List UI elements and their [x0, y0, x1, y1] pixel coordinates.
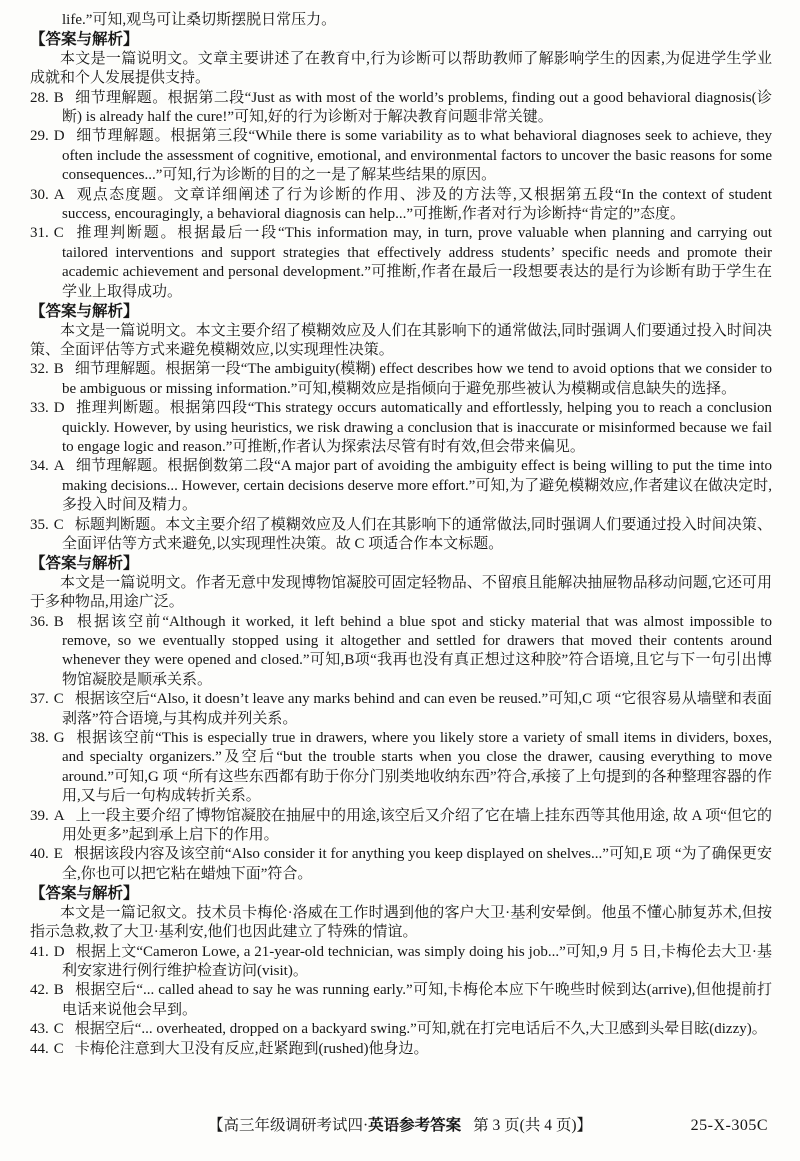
- item-number: 29.: [30, 128, 49, 145]
- footer-page-number: 第 3 页(共 4 页)】: [473, 1117, 592, 1134]
- item-answer: A: [53, 186, 65, 203]
- item-text: 推理判断题。根据第四段“This strategy occurs automatically and effortlessly, helping you to reach a conclusion quickly. However, by using heuristics, we risk drawing a conclusion that is inaccurate or misinformed because we fail to engage logic and reason.”可推断,作者认为探索法尽管有时有效,但会带来偏见。: [62, 400, 772, 455]
- item-answer: C: [53, 516, 64, 533]
- item-number: 41.: [30, 943, 49, 960]
- item-number: 40.: [30, 846, 49, 863]
- answer-item: [30, 186, 772, 225]
- analysis-paragraph: 本文是一篇说明文。文章主要讲述了在教育中,行为诊断可以帮助教师了解影响学生的因素,为促进学生学业成就和个人发展提供支持。: [30, 50, 772, 87]
- item-answer: B: [53, 361, 64, 378]
- item-answer: E: [53, 846, 63, 863]
- answer-item: [30, 845, 772, 884]
- item-text: 推理判断题。根据最后一段“This information may, in turn, prove valuable when planning and carrying out tailored interventions and support strategies that effectively address students’ specific needs and promote their academic achievement and personal development.”可推断,作者在最后一段想要表达的是行为诊断有助于学生在学业上取得成功。: [62, 225, 772, 300]
- document-code: 25-X-305C: [690, 1117, 768, 1134]
- item-text: 根据该空前“This is especially true in drawers, where you likely store a variety of small items in dividers, boxes, and specialty organizers.”及空后“but the trouble starts when you close the drawer, causing everything to move around.”可知,G 项 “所有这些东西都有助于你分门别类地收纳东西”符合,承接了上句提到的各种整理容器的作用,又与后一句构成转折关系。: [62, 730, 772, 805]
- item-text: 细节理解题。根据倒数第二段“A major part of avoiding the ambiguity effect is being willing to put the time into making decisions... However, certain decisions deserve more effort.”可知,为了避免模糊效应,作者建议在做决定时,多投入时间及精力。: [62, 458, 772, 514]
- item-answer: C: [53, 691, 64, 708]
- item-answer: G: [53, 730, 65, 747]
- item-text: 细节理解题。根据第二段“Just as with most of the world’s problems, finding out a good behavioral diagnosis(诊断) is already half the cure!”可知,好的行为诊断对于解决教育问题非常关键。: [62, 89, 772, 126]
- answer-item: [30, 127, 772, 185]
- item-text: 细节理解题。根据第一段“The ambiguity(模糊) effect describes how we tend to avoid options that we consider to be ambiguous or missing information.”可知,模糊效应是指倾向于避免那些被认为模糊或信息缺失的选择。: [62, 361, 772, 397]
- item-number: 28.: [30, 89, 49, 106]
- item-number: 44.: [30, 1040, 49, 1057]
- answer-item: [30, 399, 772, 457]
- item-answer: B: [53, 613, 64, 630]
- item-number: 42.: [30, 982, 49, 999]
- item-text: 根据该段内容及该空前“Also consider it for anything you keep displayed on shelves...”可知,E 项 “为了确保更安全,你也可以把它粘在蜡烛下面”符合。: [62, 846, 772, 882]
- item-text: 细节理解题。根据第三段“While there is some variability as to what behavioral diagnoses seek to achieve, they often include the assessment of cognitive, emotional, and environmental factors to uncover the basic reasons for some consequences...”可知,行为诊断的目的之一是了解某些结果的原因。: [62, 128, 772, 184]
- item-text: 根据该空前“Although it worked, it left behind a blue spot and sticky material that was almost impossible to remove, so we eventually stopped using it altogether and settled for drawers that moved their contents around whenever they were opened and closed.”可知,B项“我再也没有真正想过这种胶”符合语境,且它与下一句引出博物馆凝胶是顺承关系。: [62, 613, 772, 688]
- item-answer: B: [53, 982, 64, 999]
- item-number: 33.: [30, 400, 49, 417]
- item-answer: C: [53, 1021, 64, 1038]
- item-number: 34.: [30, 458, 49, 475]
- item-answer: D: [53, 400, 65, 417]
- analysis-paragraph: 本文是一篇记叙文。技术员卡梅伦·洛威在工作时遇到他的客户大卫·基利安晕倒。他虽不懂心肺复苏术,但按指示急救,救了大卫·基利安,他们也因此建立了特殊的情谊。: [30, 904, 772, 941]
- answer-item: [30, 1040, 772, 1059]
- item-answer: A: [53, 458, 65, 475]
- item-text: 上一段主要介绍了博物馆凝胶在抽屉中的用途,该空后又介绍了它在墙上挂东西等其他用途, 故 A 项“但它的用处更多”起到承上启下的作用。: [62, 807, 772, 844]
- item-number: 30.: [30, 186, 49, 203]
- item-text: 卡梅伦注意到大卫没有反应,赶紧跑到(rushed)他身边。: [74, 1040, 429, 1057]
- answer-item: [30, 457, 772, 515]
- analysis-paragraph: 本文是一篇说明文。作者无意中发现博物馆凝胶可固定轻物品、不留痕且能解决抽屉物品移动问题,它还可用于多种物品,用途广泛。: [30, 574, 772, 611]
- document-body: [30, 11, 772, 1059]
- answer-item: [30, 981, 772, 1020]
- item-answer: D: [53, 128, 65, 145]
- item-answer: B: [53, 89, 64, 106]
- section-header: 【答案与解析】: [30, 555, 139, 573]
- footer-title-prefix: 【高三年级调研考试四·: [207, 1117, 369, 1134]
- item-text: 标题判断题。本文主要介绍了模糊效应及人们在其影响下的通常做法,同时强调人们要通过投入时间决策、全面评估等方式来避免,以实现理性决策。故 C 项适合作本文标题。: [62, 516, 772, 552]
- answer-item: [30, 943, 772, 982]
- item-answer: C: [53, 1040, 64, 1057]
- item-number: 31.: [30, 225, 49, 242]
- item-number: 32.: [30, 361, 49, 378]
- answer-item: [30, 613, 772, 691]
- section-header: 【答案与解析】: [30, 303, 139, 321]
- answer-item: [30, 690, 772, 729]
- item-text: 根据空后“... called ahead to say he was running early.”可知,卡梅伦本应下午晚些时候到达(arrive),但他提前打电话来说他会早到。: [62, 982, 772, 1018]
- footer-title-subject: 英语参考答案: [368, 1117, 462, 1134]
- item-number: 39.: [30, 807, 49, 824]
- answer-item: [30, 89, 772, 128]
- item-answer: D: [53, 943, 65, 960]
- answer-item: [30, 516, 772, 555]
- item-number: 36.: [30, 613, 49, 630]
- item-number: 37.: [30, 691, 49, 708]
- analysis-paragraph: 本文是一篇说明文。本文主要介绍了模糊效应及人们在其影响下的通常做法,同时强调人们要通过投入时间决策、全面评估等方式来避免模糊效应,以实现理性决策。: [30, 322, 772, 358]
- item-text: 观点态度题。文章详细阐述了行为诊断的作用、涉及的方法等,又根据第五段“In the context of student success, encouragingly, a behavioral diagnosis can help...”可推断,作者对行为诊断持“肯定的”态度。: [62, 186, 772, 223]
- section-header: 【答案与解析】: [30, 31, 139, 49]
- answer-item: [30, 729, 772, 807]
- answer-item: [30, 224, 772, 302]
- page-footer: [0, 1113, 800, 1139]
- item-text: 根据空后“... overheated, dropped on a backyard swing.”可知,就在打完电话后不久,大卫感到头晕目眩(dizzy)。: [74, 1021, 767, 1038]
- answer-item: [30, 1020, 772, 1039]
- answer-item: [30, 360, 772, 399]
- item-number: 38.: [30, 730, 49, 747]
- item-text: 根据该空后“Also, it doesn’t leave any marks behind and can even be reused.”可知,C 项 “它很容易从墙壁和表面剥落”符合语境,与其构成并列关系。: [62, 691, 772, 727]
- item-answer: A: [53, 807, 65, 824]
- item-text: 根据上文“Cameron Lowe, a 21-year-old technician, was simply doing his job...”可知,9 月 5 日,卡梅伦去大卫·基利安家进行例行维护检查访问(visit)。: [62, 943, 772, 979]
- footer-title: [0, 1113, 800, 1139]
- item-answer: C: [53, 225, 64, 242]
- continuation-line: life.”可知,观鸟可让桑切斯摆脱日常压力。: [62, 12, 337, 28]
- item-number: 43.: [30, 1021, 49, 1038]
- item-number: 35.: [30, 516, 49, 533]
- section-header: 【答案与解析】: [30, 885, 139, 903]
- answer-item: [30, 807, 772, 846]
